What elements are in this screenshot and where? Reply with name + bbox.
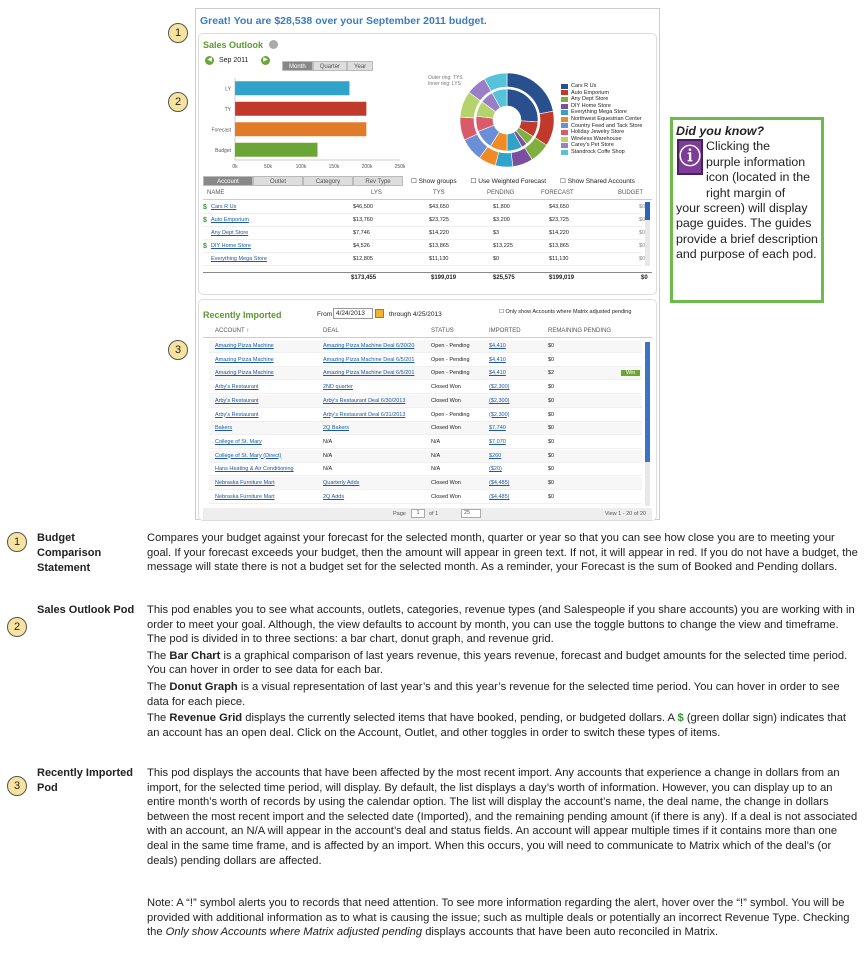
col-budget[interactable]: BUDGET xyxy=(618,190,644,196)
note-text: Note: A “!” symbol alerts you to records that need attention. To see more information regarding the alert, hover over the “!” symbol. You will be provided with additional information as to what is causing the issue; such as multiple deals or potentially an incorrect Revenue Type. Checking the Only show Accounts where Matrix adjusted pending displays accounts that have been auto reconciled in Matrix. xyxy=(147,897,850,939)
lys-cell: $4,526 xyxy=(353,243,370,249)
donut-para: The Donut Graph is a visual representation of last year’s and this year’s revenue for the selected time period. You can hover in order to see data for each piece. xyxy=(147,680,840,708)
x-tick: 200k xyxy=(361,164,373,170)
pending-cell: $13,225 xyxy=(493,243,513,249)
col-lys[interactable]: LYS xyxy=(371,190,382,196)
pending-cell: $0 xyxy=(548,411,555,418)
legend-swatch xyxy=(561,117,568,122)
legend-label: Holiday Jewelry Store xyxy=(571,129,625,136)
bar-label-1: TY xyxy=(224,106,231,113)
revenue-grid-row[interactable] xyxy=(203,240,646,253)
legend-item xyxy=(561,142,642,149)
section-3-label: Recently Imported Pod xyxy=(37,767,133,794)
account-link[interactable]: College of St. Mary xyxy=(215,438,262,445)
donut-legend xyxy=(561,83,642,156)
legend-label: Carey's Pet Store xyxy=(571,142,614,149)
pending-cell: $3,200 xyxy=(493,217,510,223)
forecast-cell: $23,725 xyxy=(549,217,569,223)
dyk-line-4: right margin of xyxy=(706,185,786,200)
legend-label: Country Feed and Tack Store xyxy=(571,122,643,129)
account-link[interactable]: Amazing Pizza Machine xyxy=(215,370,274,377)
forecast-cell: $43,650 xyxy=(549,204,569,210)
only-show-checkbox[interactable]: ☐ Only show Accounts where Matrix adjusted pending xyxy=(499,309,632,315)
section-2-label: Sales Outlook Pod xyxy=(37,604,135,616)
tys-cell: $11,130 xyxy=(429,256,449,262)
calendar-icon[interactable] xyxy=(375,309,384,318)
did-you-know-title: Did you know? xyxy=(676,124,765,138)
forecast-cell: $14,220 xyxy=(549,230,569,236)
account-link[interactable]: Arby's Restaurant xyxy=(215,397,259,404)
legend-item xyxy=(561,129,642,136)
col-forecast[interactable]: FORECAST xyxy=(541,190,574,196)
pending-cell: $0 xyxy=(548,452,555,459)
recently-imported-title: Recently Imported xyxy=(203,310,282,320)
bar-label-3: Budget xyxy=(215,147,231,154)
legend-item xyxy=(561,136,642,143)
section-3-badge: 3 xyxy=(7,776,27,796)
callout-1: 1 xyxy=(168,23,188,43)
import-grid-row[interactable] xyxy=(209,367,642,380)
import-grid-row[interactable] xyxy=(209,422,642,435)
pending-cell: $0 xyxy=(548,384,555,391)
budget-statement: Great! You are $28,538 over your September 2011 budget. xyxy=(200,15,487,27)
deal-link[interactable]: 2Q Adds xyxy=(323,493,345,500)
from-date-input[interactable]: 4/24/2013 xyxy=(333,308,373,319)
pending-cell: $0 xyxy=(548,466,555,473)
pending-cell: $0 xyxy=(548,425,555,432)
dyk-line-5: your screen) will display page guides. The guides provide a brief description and purpose of each pod. xyxy=(676,201,818,262)
show-groups-checkbox[interactable]: ☐ Show groups xyxy=(411,178,457,185)
bar-chart xyxy=(205,74,405,174)
deal-link[interactable]: 2ND quarter xyxy=(323,384,353,391)
donut-caption: Outer ring: TYS Inner ring: LYS xyxy=(428,75,463,87)
x-tick: 50k xyxy=(263,164,273,170)
imported-link[interactable]: ($2,300) xyxy=(489,397,510,404)
lys-cell: $7,746 xyxy=(353,230,370,236)
pending-cell: $0 xyxy=(493,256,500,262)
import-grid-row[interactable] xyxy=(209,463,642,476)
page-input[interactable]: 1 xyxy=(411,509,425,518)
budget-cell: $0 xyxy=(639,243,646,249)
pager: Page 1 of 1 25 View 1 - 20 of 20 xyxy=(203,508,652,520)
import-scrollbar[interactable] xyxy=(645,342,650,506)
x-tick: 250k xyxy=(394,164,405,170)
grid-para: The Revenue Grid displays the currently selected items that have booked, pending, or budgeted dollars. A $ (green dollar sign) indicates that an account has an open deal. Click on the Account, Outlet, and other toggles in order to switch these types of items. xyxy=(147,712,847,739)
col-remaining[interactable]: REMAINING PENDING xyxy=(548,328,612,334)
imported-link[interactable]: ($4,485) xyxy=(489,493,510,500)
lys-cell: $12,805 xyxy=(353,256,373,262)
section-3-text: This pod displays the accounts that have been affected by the most recent import. Any accounts that experience a change in dollars from an import, for the selected time period, will display. By default, the list displays a day’s worth of information. However, you can display up to an entire month’s worth of records by using the calendar option. The list will display the account’s name, the deal name, the change in dollars between the most recent import and the selected date (Imported), and the remaining pending amount (if there is any). If a deal is not associated with an account, an N/A will appear in the account’s deal and status fields. An account will appear multiple times if it contains more than one deal in the same time frame, and is affected by an import. When this occurs, you will need to communicate to Matrix which of the deal’s (or deals) pending dollars are affected. xyxy=(147,767,858,867)
revenue-grid-row[interactable] xyxy=(203,227,646,240)
dyk-line-3: icon (located in the xyxy=(706,170,811,185)
bar-0[interactable] xyxy=(235,81,349,95)
import-grid-row[interactable] xyxy=(209,395,642,408)
dyk-line-2: purple information xyxy=(706,154,806,169)
grid-options xyxy=(411,177,635,185)
through-label: through 4/25/2013 xyxy=(389,311,442,318)
pending-cell: $2 xyxy=(548,370,555,377)
import-grid-row[interactable] xyxy=(209,381,642,394)
bar-1[interactable] xyxy=(235,102,366,116)
pending-cell: $0 xyxy=(548,480,555,486)
bar-label-0: LY xyxy=(225,86,231,93)
legend-swatch xyxy=(561,137,568,142)
imported-link[interactable]: $4,410 xyxy=(489,370,506,377)
toggle-quarter[interactable]: Quarter xyxy=(313,61,347,71)
help-icon[interactable] xyxy=(269,40,278,49)
dashboard-screenshot xyxy=(195,8,660,520)
deal-link: N/A xyxy=(323,466,333,473)
account-link[interactable]: Everything Mega Store xyxy=(211,256,267,262)
deal-link[interactable]: Amazing Pizza Machine Deal 6/5/201 xyxy=(323,356,415,363)
bar-chart-para: The Bar Chart is a graphical comparison of last years revenue, this years revenue, forecast and budget amounts for the selected time period. You can hover in order to see data for each bar. xyxy=(147,649,848,677)
pending-cell: $0 xyxy=(548,493,555,500)
imported-link[interactable]: ($4,485) xyxy=(489,480,510,486)
sales-outlook-pod xyxy=(198,33,657,295)
legend-swatch xyxy=(561,84,568,89)
grid-tabs xyxy=(203,176,403,186)
legend-label: Cars R Us xyxy=(571,83,597,89)
account-link[interactable]: Amazing Pizza Machine xyxy=(215,343,274,349)
next-period-button[interactable]: ▶ xyxy=(261,56,270,65)
imported-link[interactable]: $260 xyxy=(489,452,502,459)
tys-cell: $23,725 xyxy=(429,217,449,223)
imported-link[interactable]: $7,740 xyxy=(489,425,506,432)
account-link[interactable]: Auto Emporium xyxy=(211,217,249,223)
section-2-badge: 2 xyxy=(7,617,27,637)
status-cell: Closed Won xyxy=(431,493,461,500)
legend-swatch xyxy=(561,104,568,109)
x-tick: 100k xyxy=(295,164,307,170)
legend-item xyxy=(561,103,642,110)
import-grid-row[interactable] xyxy=(209,491,642,504)
x-tick: 0k xyxy=(232,164,238,170)
import-grid-body xyxy=(199,340,656,506)
grid-scrollbar[interactable] xyxy=(645,202,650,266)
col-deal[interactable]: DEAL xyxy=(323,328,339,334)
account-link[interactable]: College of St. Mary (Direct) xyxy=(215,452,282,459)
legend-swatch xyxy=(561,150,568,155)
legend-swatch xyxy=(561,90,568,95)
import-grid-row[interactable] xyxy=(209,409,642,422)
status-cell: Closed Won xyxy=(431,425,461,432)
page-size-select[interactable]: 25 xyxy=(461,509,481,518)
section-1-label: Budget Comparison Statement xyxy=(37,532,102,574)
budget-cell: $0 xyxy=(639,217,646,223)
legend-label: Wireless Warehouse xyxy=(571,135,622,142)
toggle-year[interactable]: Year xyxy=(347,61,373,71)
budget-cell: $0 xyxy=(639,204,646,210)
legend-swatch xyxy=(561,123,568,128)
budget-cell: $0 xyxy=(639,256,646,262)
lys-cell: $13,760 xyxy=(353,217,373,223)
import-grid-row[interactable] xyxy=(209,354,642,367)
revenue-grid-row[interactable] xyxy=(203,201,646,214)
status-cell: Closed Won xyxy=(431,480,461,486)
account-link[interactable]: Amazing Pizza Machine xyxy=(215,356,274,363)
did-you-know-box xyxy=(670,117,824,303)
imported-link[interactable]: $4,410 xyxy=(489,356,506,363)
legend-item xyxy=(561,123,642,130)
legend-item xyxy=(561,109,642,116)
legend-item xyxy=(561,90,642,97)
col-name[interactable]: NAME xyxy=(207,190,225,196)
status-cell: Open - Pending xyxy=(431,343,470,349)
legend-label: Standrock Coffe Shop xyxy=(571,148,625,155)
account-link[interactable]: DIY Home Store xyxy=(211,243,251,249)
prev-period-button[interactable]: ◀ xyxy=(205,56,214,65)
pending-cell: $1,800 xyxy=(493,204,510,210)
x-tick: 150k xyxy=(328,164,340,170)
sales-outlook-title: Sales Outlook xyxy=(203,40,264,50)
legend-item xyxy=(561,96,642,103)
status-cell: N/A xyxy=(431,452,441,459)
status-cell: Open - Pending xyxy=(431,411,470,418)
forecast-cell: $13,865 xyxy=(549,243,569,249)
budget-cell: $0 xyxy=(639,230,646,236)
legend-swatch xyxy=(561,97,568,102)
tab-outlet[interactable]: Outlet xyxy=(253,176,303,186)
open-deal-icon: $ xyxy=(203,216,207,224)
imported-link[interactable]: ($20) xyxy=(489,466,502,473)
col-tys[interactable]: TYS xyxy=(433,190,445,196)
revenue-grid-row[interactable] xyxy=(203,214,646,227)
account-link[interactable]: Hans Heating & Air Conditioning xyxy=(215,466,294,473)
pending-cell: $0 xyxy=(548,397,555,404)
legend-swatch xyxy=(561,130,568,135)
col-pending[interactable]: PENDING xyxy=(487,190,515,196)
open-deal-icon: $ xyxy=(203,203,207,211)
status-cell: Closed Won xyxy=(431,384,461,391)
lys-cell: $46,500 xyxy=(353,204,373,210)
legend-item xyxy=(561,149,642,156)
legend-label: Auto Emporium xyxy=(571,89,609,96)
recently-imported-pod xyxy=(198,299,657,521)
bar-3[interactable] xyxy=(235,143,318,157)
import-grid-row[interactable] xyxy=(209,340,642,353)
legend-item xyxy=(561,83,642,90)
imported-link[interactable]: $4,410 xyxy=(489,343,506,349)
revenue-grid-header xyxy=(203,190,652,200)
open-deal-icon: $ xyxy=(203,242,207,250)
callout-2: 2 xyxy=(168,92,188,112)
deal-link[interactable]: Amazing Pizza Machine Deal 6/5/201 xyxy=(323,370,415,377)
legend-label: Everything Mega Store xyxy=(571,109,627,116)
import-grid-row[interactable] xyxy=(209,477,642,490)
info-icon[interactable]: ⓘ xyxy=(677,139,703,175)
deal-link: N/A xyxy=(323,452,333,459)
from-label: From xyxy=(317,311,333,318)
legend-label: Any Dept Store xyxy=(571,96,609,103)
deal-link[interactable]: Amazing Pizza Machine Deal 6/30/20 xyxy=(323,343,415,349)
dyk-line-1: Clicking the xyxy=(706,139,771,154)
import-grid-row[interactable] xyxy=(209,436,642,449)
account-link[interactable]: Arby's Restaurant xyxy=(215,411,259,418)
section-2-intro: This pod enables you to see what accounts, outlets, categories, revenue types (and Salespeople if you share accounts) you are working with in order to meet your goal. Although, the view defaults to account by month, you can use the toggle buttons to change the view and timeframe. The pod is divided in to three sections: a bar chart, donut graph, and revenue grid. xyxy=(147,604,855,646)
account-link[interactable]: Nebraska Furniture Mart xyxy=(215,493,275,500)
col-account[interactable]: ACCOUNT ↑ xyxy=(215,328,250,334)
status-cell: Open - Pending xyxy=(431,356,470,363)
pending-cell: $0 xyxy=(548,356,555,363)
deal-link[interactable]: Arby's Restaurant Deal 6/31/2013 xyxy=(323,411,406,418)
tab-category[interactable]: Category xyxy=(303,176,353,186)
show-shared-checkbox[interactable]: ☐ Show Shared Accounts xyxy=(560,178,635,185)
legend-swatch xyxy=(561,143,568,148)
legend-item xyxy=(561,116,642,123)
legend-swatch xyxy=(561,110,568,115)
tys-cell: $43,650 xyxy=(429,204,449,210)
period-toggles xyxy=(282,55,373,73)
imported-link[interactable]: $7,070 xyxy=(489,438,506,445)
pending-cell: $0 xyxy=(548,343,555,349)
revenue-grid-body xyxy=(199,201,656,269)
tab-rev-type[interactable]: Rev Type xyxy=(353,176,403,186)
status-cell: Open - Pending xyxy=(431,370,470,377)
pending-cell: $0 xyxy=(548,438,555,445)
legend-label: DIY Home Store xyxy=(571,102,611,109)
pending-cell: $3 xyxy=(493,230,500,236)
section-2-text xyxy=(147,603,859,742)
toggle-month[interactable]: Month xyxy=(282,61,313,71)
deal-link[interactable]: Quarterly Adds xyxy=(323,480,360,486)
callout-3: 3 xyxy=(168,340,188,360)
tab-account[interactable]: Account xyxy=(203,176,253,186)
import-grid-row[interactable] xyxy=(209,450,642,463)
revenue-grid-totals: $173,455 $199,019 $25,575 $199,019 $0 xyxy=(203,272,652,284)
imported-link[interactable]: ($2,300) xyxy=(489,411,510,418)
col-imported[interactable]: IMPORTED xyxy=(489,328,521,334)
imported-link[interactable]: ($2,300) xyxy=(489,384,510,391)
import-grid-header xyxy=(203,328,652,338)
bar-2[interactable] xyxy=(235,122,366,136)
forecast-cell: $11,130 xyxy=(549,256,569,262)
period-label: Sep 2011 xyxy=(219,57,249,64)
legend-label: Northwest Equestrian Center xyxy=(571,115,642,122)
status-cell: N/A xyxy=(431,466,441,473)
revenue-grid-row[interactable] xyxy=(203,253,646,266)
deal-link: N/A xyxy=(323,438,333,445)
account-link[interactable]: Any Dept Store xyxy=(211,230,249,236)
use-weighted-checkbox[interactable]: ☐ Use Weighted Forecast xyxy=(470,178,547,185)
account-link[interactable]: Arby's Restaurant xyxy=(215,384,259,391)
status-cell: N/A xyxy=(431,438,441,445)
win-button[interactable]: Win xyxy=(621,370,640,376)
bar-label-2: Forecast xyxy=(211,127,231,134)
section-1-badge: 1 xyxy=(7,532,27,552)
tys-cell: $14,220 xyxy=(429,230,449,236)
donut-graph xyxy=(457,70,557,170)
status-cell: Closed Won xyxy=(431,397,461,404)
account-link[interactable]: Cars R Us xyxy=(211,204,237,210)
col-status[interactable]: STATUS xyxy=(431,328,454,334)
tys-cell: $13,865 xyxy=(429,243,449,249)
account-link[interactable]: Bakers xyxy=(215,425,233,432)
deal-link[interactable]: Arby's Restaurant Deal 6/30/2013 xyxy=(323,397,406,404)
section-1-text: Compares your budget against your forecast for the selected month, quarter or year so that you can see how close you are to meeting your goal. If your forecast exceeds your budget, then the amount will appear in green text. If not, it will appear in red. If you do not have a budget, the message will state there is not a budget set for the selected month. As a reminder, your Forecast is the sum of Booked and Pending dollars. xyxy=(147,532,858,574)
account-link[interactable]: Nebraska Furniture Mart xyxy=(215,480,275,486)
deal-link[interactable]: 2Q Bakers xyxy=(323,425,349,432)
